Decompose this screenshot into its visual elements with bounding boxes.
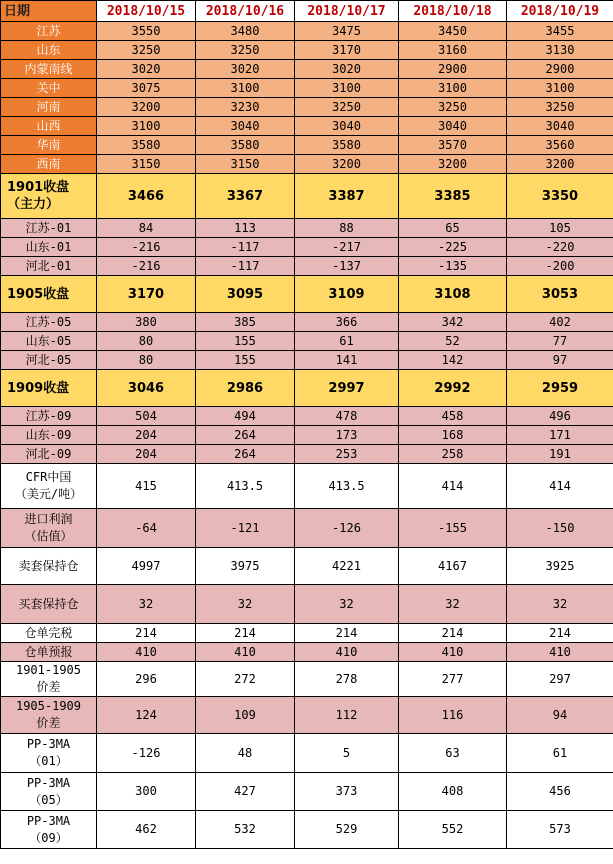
value-cell: 2992 — [399, 370, 507, 407]
value-cell: 214 — [295, 624, 399, 643]
value-cell: 2900 — [399, 60, 507, 79]
value-cell: 2997 — [295, 370, 399, 407]
value-cell: 494 — [196, 407, 295, 426]
value-cell: 214 — [399, 624, 507, 643]
pp3ma-05-label-line1: PP-3MA — [26, 775, 71, 790]
value-cell: 3200 — [399, 155, 507, 174]
value-cell: 4997 — [97, 548, 196, 585]
region-row — [1, 155, 613, 174]
basis-row — [1, 257, 613, 276]
value-cell: 214 — [507, 624, 613, 643]
value-cell: 3550 — [97, 22, 196, 41]
region-row — [1, 41, 613, 60]
value-cell: 253 — [295, 445, 399, 464]
value-cell: 3100 — [97, 117, 196, 136]
value-cell: -216 — [97, 257, 196, 276]
basis-row — [1, 313, 613, 332]
value-cell: 3095 — [196, 276, 295, 313]
date-header-label: 日期 — [1, 1, 97, 22]
value-cell: 52 — [399, 332, 507, 351]
spread-0105-row — [1, 662, 613, 697]
warrant-done-row — [1, 624, 613, 643]
basis-name: 河北-09 — [1, 445, 97, 464]
value-cell: 366 — [295, 313, 399, 332]
value-cell: 173 — [295, 426, 399, 445]
region-row — [1, 79, 613, 98]
value-cell: 3250 — [507, 98, 613, 117]
pp3ma-09-row — [1, 811, 613, 849]
value-cell: 3200 — [295, 155, 399, 174]
value-cell: 3580 — [295, 136, 399, 155]
region-name: 江苏 — [1, 22, 97, 41]
warrant-forecast-row — [1, 643, 613, 662]
region-row — [1, 60, 613, 79]
close-1909-label: 1909收盘 — [1, 370, 97, 407]
value-cell: 264 — [196, 426, 295, 445]
import-profit-label — [1, 509, 97, 548]
sell-hedge-label: 卖套保持仓 — [1, 548, 97, 585]
value-cell: 552 — [399, 811, 507, 849]
value-cell: 3100 — [196, 79, 295, 98]
pp3ma-09-label — [1, 811, 97, 849]
value-cell: 3455 — [507, 22, 613, 41]
date-header: 2018/10/17 — [295, 1, 399, 22]
value-cell: 3040 — [196, 117, 295, 136]
pp3ma-01-label-line2: （01） — [29, 754, 68, 768]
value-cell: 116 — [399, 697, 507, 734]
value-cell: 124 — [97, 697, 196, 734]
value-cell: 191 — [507, 445, 613, 464]
cfr-row — [1, 464, 613, 509]
pp3ma-05-label-line2: （05） — [29, 792, 68, 807]
value-cell: 2900 — [507, 60, 613, 79]
value-cell: 3040 — [399, 117, 507, 136]
value-cell: 410 — [97, 643, 196, 662]
region-row — [1, 98, 613, 117]
value-cell: 414 — [399, 464, 507, 509]
value-cell: 3250 — [97, 41, 196, 60]
value-cell: -117 — [196, 238, 295, 257]
value-cell: -216 — [97, 238, 196, 257]
value-cell: 3100 — [295, 79, 399, 98]
value-cell: 3170 — [97, 276, 196, 313]
warrant-forecast-label: 仓单预报 — [1, 643, 97, 662]
value-cell: 456 — [507, 773, 613, 811]
value-cell: 77 — [507, 332, 613, 351]
basis-row — [1, 407, 613, 426]
value-cell: 5 — [295, 734, 399, 773]
value-cell: 65 — [399, 219, 507, 238]
value-cell: 3020 — [97, 60, 196, 79]
region-name: 山东 — [1, 41, 97, 60]
value-cell: -217 — [295, 238, 399, 257]
value-cell: 462 — [97, 811, 196, 849]
value-cell: 342 — [399, 313, 507, 332]
basis-name: 山东-01 — [1, 238, 97, 257]
value-cell: 32 — [399, 585, 507, 624]
pp3ma-01-label-line1: PP-3MA — [26, 737, 71, 751]
spread-0509-label — [1, 697, 97, 734]
value-cell: 272 — [196, 662, 295, 697]
value-cell: 296 — [97, 662, 196, 697]
close-1901-label — [1, 174, 97, 219]
value-cell: 80 — [97, 332, 196, 351]
value-cell: 84 — [97, 219, 196, 238]
basis-name: 山东-05 — [1, 332, 97, 351]
warrant-done-label: 仓单完税 — [1, 624, 97, 643]
value-cell: 94 — [507, 697, 613, 734]
value-cell: 105 — [507, 219, 613, 238]
value-cell: 3200 — [97, 98, 196, 117]
spread-0105-label — [1, 662, 97, 697]
close-1901-label-line2: （主力） — [7, 197, 60, 212]
value-cell: -220 — [507, 238, 613, 257]
region-name: 河南 — [1, 98, 97, 117]
value-cell: -155 — [399, 509, 507, 548]
value-cell: 204 — [97, 426, 196, 445]
value-cell: 3130 — [507, 41, 613, 60]
value-cell: 414 — [507, 464, 613, 509]
basis-name: 江苏-09 — [1, 407, 97, 426]
value-cell: 410 — [295, 643, 399, 662]
region-name: 内蒙南线 — [1, 60, 97, 79]
value-cell: 168 — [399, 426, 507, 445]
spread-0105-label-line1: 1901-1905 — [15, 663, 82, 677]
value-cell: 3200 — [507, 155, 613, 174]
value-cell: 3580 — [196, 136, 295, 155]
value-cell: 264 — [196, 445, 295, 464]
value-cell: 155 — [196, 332, 295, 351]
cfr-label-line1: CFR中国 — [25, 470, 72, 484]
import-profit-label-line1: 进口利润 — [24, 512, 73, 526]
region-name: 山西 — [1, 117, 97, 136]
value-cell: 3560 — [507, 136, 613, 155]
value-cell: 3170 — [295, 41, 399, 60]
value-cell: 3350 — [507, 174, 613, 219]
pp3ma-01-row — [1, 734, 613, 773]
value-cell: 410 — [507, 643, 613, 662]
value-cell: 2986 — [196, 370, 295, 407]
close-1901-label-line1: 1901收盘 — [7, 180, 70, 195]
buy-hedge-label: 买套保持仓 — [1, 585, 97, 624]
value-cell: 109 — [196, 697, 295, 734]
region-name: 西南 — [1, 155, 97, 174]
value-cell: 300 — [97, 773, 196, 811]
import-profit-label-line2: （估值） — [24, 529, 73, 543]
value-cell: 3020 — [295, 60, 399, 79]
value-cell: 573 — [507, 811, 613, 849]
basis-row — [1, 219, 613, 238]
value-cell: 427 — [196, 773, 295, 811]
value-cell: 32 — [196, 585, 295, 624]
region-name: 华南 — [1, 136, 97, 155]
pp3ma-05-row — [1, 773, 613, 811]
value-cell: 142 — [399, 351, 507, 370]
value-cell: -225 — [399, 238, 507, 257]
value-cell: 413.5 — [295, 464, 399, 509]
value-cell: -126 — [295, 509, 399, 548]
value-cell: 532 — [196, 811, 295, 849]
value-cell: 3975 — [196, 548, 295, 585]
import-profit-row — [1, 509, 613, 548]
value-cell: 410 — [399, 643, 507, 662]
date-header: 2018/10/18 — [399, 1, 507, 22]
value-cell: 410 — [196, 643, 295, 662]
value-cell: 478 — [295, 407, 399, 426]
value-cell: 278 — [295, 662, 399, 697]
basis-row — [1, 426, 613, 445]
value-cell: 297 — [507, 662, 613, 697]
basis-name: 江苏-05 — [1, 313, 97, 332]
value-cell: 380 — [97, 313, 196, 332]
value-cell: 48 — [196, 734, 295, 773]
value-cell: 3385 — [399, 174, 507, 219]
value-cell: 112 — [295, 697, 399, 734]
value-cell: 61 — [507, 734, 613, 773]
value-cell: 504 — [97, 407, 196, 426]
value-cell: 3250 — [295, 98, 399, 117]
basis-name: 山东-09 — [1, 426, 97, 445]
value-cell: 3367 — [196, 174, 295, 219]
value-cell: 4167 — [399, 548, 507, 585]
value-cell: 3466 — [97, 174, 196, 219]
value-cell: 214 — [196, 624, 295, 643]
date-header: 2018/10/16 — [196, 1, 295, 22]
date-header: 2018/10/19 — [507, 1, 613, 22]
value-cell: -137 — [295, 257, 399, 276]
value-cell: 214 — [97, 624, 196, 643]
value-cell: 413.5 — [196, 464, 295, 509]
value-cell: -64 — [97, 509, 196, 548]
value-cell: 3108 — [399, 276, 507, 313]
value-cell: 32 — [97, 585, 196, 624]
value-cell: 3580 — [97, 136, 196, 155]
value-cell: 4221 — [295, 548, 399, 585]
value-cell: 63 — [399, 734, 507, 773]
value-cell: -117 — [196, 257, 295, 276]
basis-name: 河北-05 — [1, 351, 97, 370]
region-row — [1, 136, 613, 155]
value-cell: 3925 — [507, 548, 613, 585]
value-cell: 32 — [295, 585, 399, 624]
value-cell: 3020 — [196, 60, 295, 79]
value-cell: 408 — [399, 773, 507, 811]
value-cell: 3109 — [295, 276, 399, 313]
value-cell: -150 — [507, 509, 613, 548]
buy-hedge-row — [1, 585, 613, 624]
basis-row — [1, 445, 613, 464]
value-cell: 204 — [97, 445, 196, 464]
value-cell: 97 — [507, 351, 613, 370]
value-cell: 3100 — [507, 79, 613, 98]
value-cell: 3480 — [196, 22, 295, 41]
value-cell: 3250 — [399, 98, 507, 117]
spread-0509-label-line1: 1905-1909 — [15, 699, 82, 713]
value-cell: 3250 — [196, 41, 295, 60]
spread-0509-label-line2: 价差 — [36, 716, 61, 730]
value-cell: 2959 — [507, 370, 613, 407]
region-name: 关中 — [1, 79, 97, 98]
value-cell: 258 — [399, 445, 507, 464]
value-cell: 3387 — [295, 174, 399, 219]
value-cell: 402 — [507, 313, 613, 332]
value-cell: 80 — [97, 351, 196, 370]
close-1905-label: 1905收盘 — [1, 276, 97, 313]
value-cell: 88 — [295, 219, 399, 238]
basis-name: 河北-01 — [1, 257, 97, 276]
value-cell: 3475 — [295, 22, 399, 41]
basis-row — [1, 351, 613, 370]
value-cell: 3040 — [295, 117, 399, 136]
basis-row — [1, 332, 613, 351]
value-cell: -121 — [196, 509, 295, 548]
close-1901-row — [1, 174, 613, 219]
spread-0509-row — [1, 697, 613, 734]
value-cell: 373 — [295, 773, 399, 811]
value-cell: 385 — [196, 313, 295, 332]
date-header: 2018/10/15 — [97, 1, 196, 22]
pp3ma-05-label — [1, 773, 97, 811]
value-cell: 496 — [507, 407, 613, 426]
value-cell: 155 — [196, 351, 295, 370]
value-cell: 3150 — [196, 155, 295, 174]
value-cell: 3570 — [399, 136, 507, 155]
value-cell: 415 — [97, 464, 196, 509]
value-cell: 3053 — [507, 276, 613, 313]
cfr-label-line2: （美元/吨） — [14, 487, 83, 501]
value-cell: 3040 — [507, 117, 613, 136]
region-row — [1, 22, 613, 41]
value-cell: 61 — [295, 332, 399, 351]
value-cell: 529 — [295, 811, 399, 849]
basis-name: 江苏-01 — [1, 219, 97, 238]
value-cell: 3100 — [399, 79, 507, 98]
value-cell: -200 — [507, 257, 613, 276]
region-row — [1, 117, 613, 136]
value-cell: -126 — [97, 734, 196, 773]
value-cell: -135 — [399, 257, 507, 276]
value-cell: 277 — [399, 662, 507, 697]
value-cell: 458 — [399, 407, 507, 426]
value-cell: 141 — [295, 351, 399, 370]
pp3ma-09-label-line1: PP-3MA — [26, 813, 71, 828]
value-cell: 3160 — [399, 41, 507, 60]
pp3ma-09-label-line2: （09） — [29, 830, 68, 845]
value-cell: 3075 — [97, 79, 196, 98]
value-cell: 113 — [196, 219, 295, 238]
close-1905-row — [1, 276, 613, 313]
value-cell: 171 — [507, 426, 613, 445]
value-cell: 3150 — [97, 155, 196, 174]
basis-row — [1, 238, 613, 257]
sell-hedge-row — [1, 548, 613, 585]
pp3ma-01-label — [1, 734, 97, 773]
value-cell: 3046 — [97, 370, 196, 407]
value-cell: 3230 — [196, 98, 295, 117]
value-cell: 3450 — [399, 22, 507, 41]
cfr-label — [1, 464, 97, 509]
value-cell: 32 — [507, 585, 613, 624]
header-row — [1, 1, 613, 22]
close-1909-row — [1, 370, 613, 407]
spread-0105-label-line2: 价差 — [36, 680, 61, 694]
